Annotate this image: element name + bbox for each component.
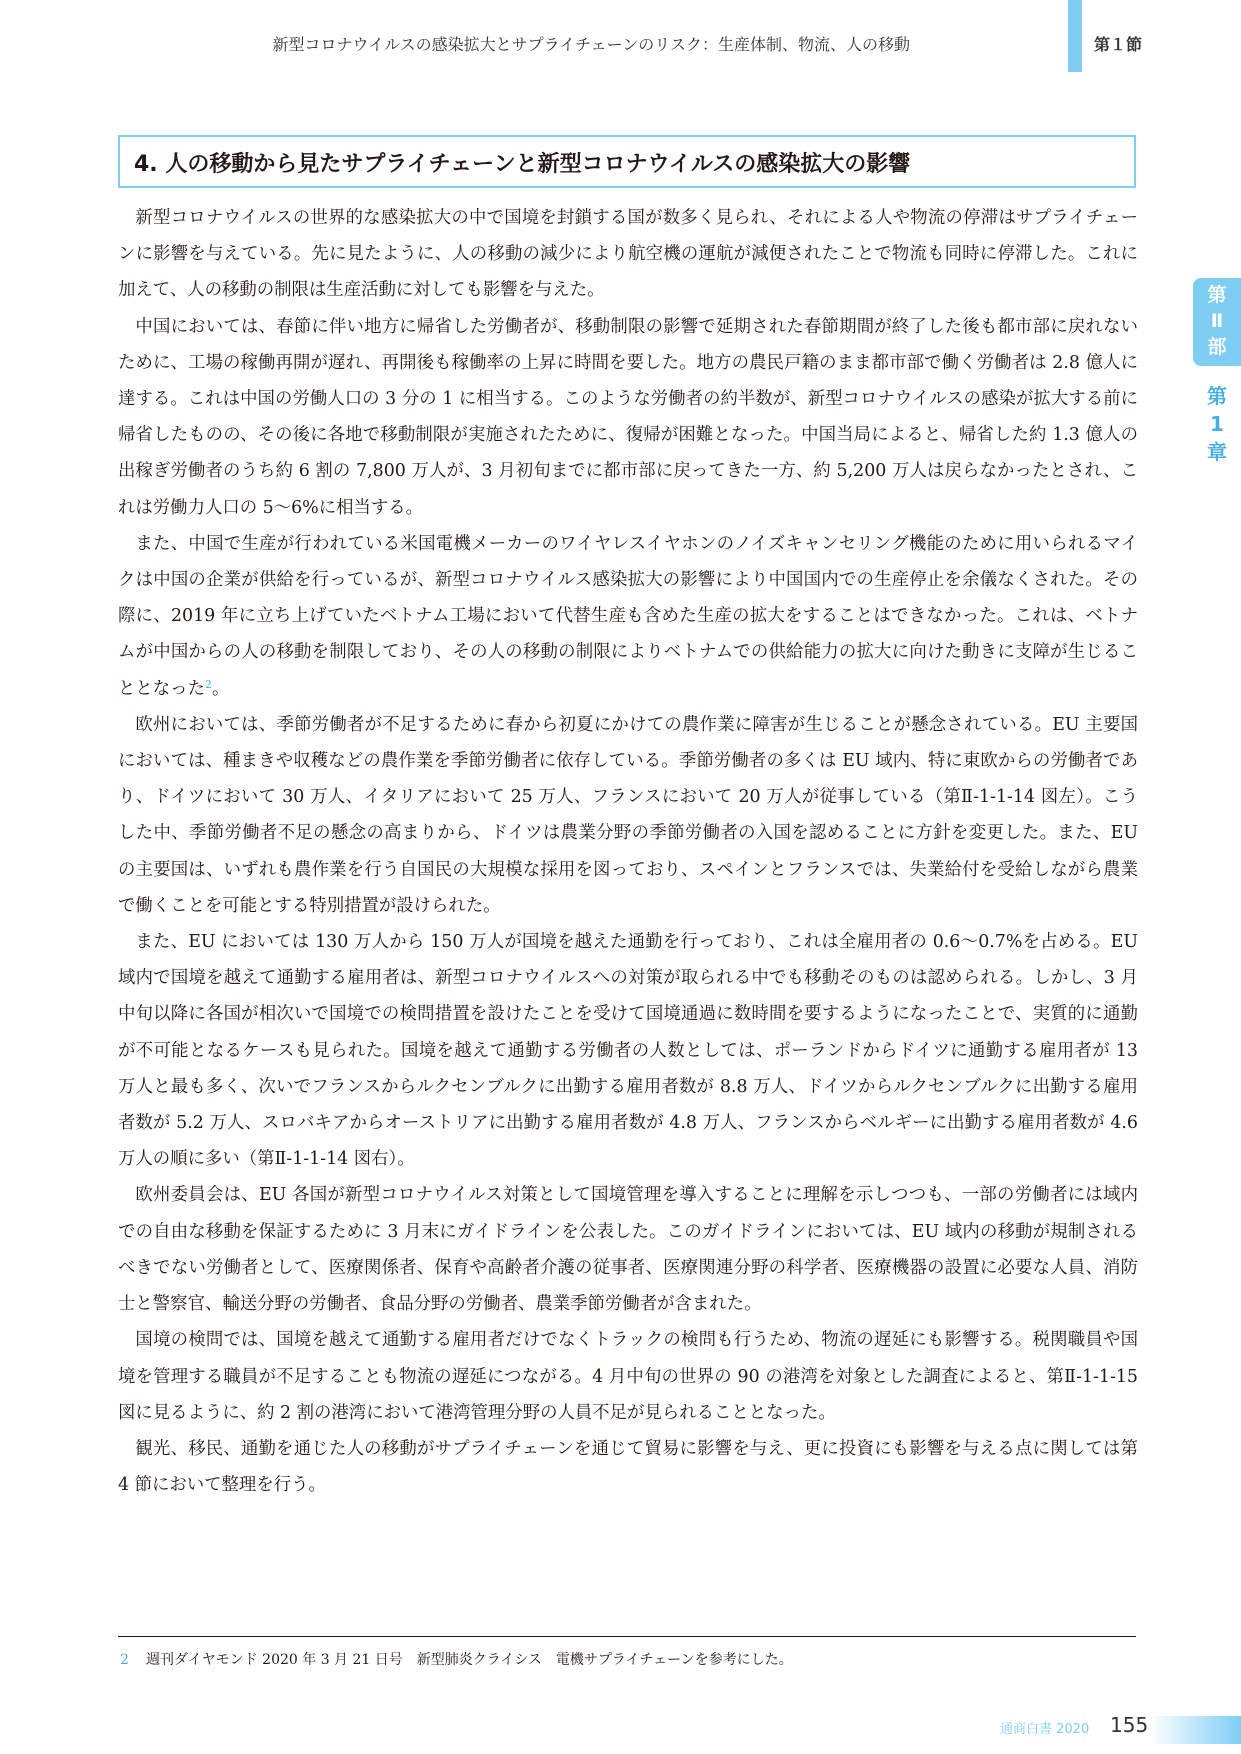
footnote-divider [118,1636,1136,1637]
chapter-tab-char: 章 [1207,440,1227,464]
paragraph: 中国においては、春節に伴い地方に帰省した労働者が、移動制限の影響で延期された春節期間が終了した後も都市部に戻れないために、工場の稼働再開が遅れ、再開後も稼働率の上昇に時間を要した。地方の農民戸籍のまま都市部で働く労働者は 2.8 億人に達する。これは中国の労働人口の 3 分の 1 に相当する。このような労働者の約半数が、新型コロナウイルスの感染が拡大する前に帰省したものの、その後に各地で移動制限が実施されたために、復帰が困難となった。中国当局によると、帰省した約 1.3 億人の出稼ぎ労働者のうち約 6 割の 7,800 万人が、3 月初旬までに都市部に戻ってきた一方、約 5,200 万人は戻らなかったとされ、これは労働力人口の 5〜6%に相当する。 [118,316,1138,518]
section-heading: 4. 人の移動から見たサプライチェーンと新型コロナウイルスの感染拡大の影響 [134,152,911,177]
footnote-text: 週刊ダイヤモンド 2020 年 3 月 21 日号 新型肺炎クライシス 電機サプライチェーンを参考にした。 [146,1652,793,1668]
paragraph: 新型コロナウイルスの世界的な感染拡大の中で国境を封鎖する国が数多く見られ、それによる人や物流の停滞はサプライチェーンに影響を与えている。先に見たように、人の移動の減少により航空機の運航が減便されたことで物流も同時に停滞した。これに加えて、人の移動の制限は生産活動に対しても影響を与えた。 [118,208,1138,301]
footnote [118,1649,793,1669]
paragraph: 国境の検問では、国境を越えて通勤する雇用者だけでなくトラックの検問も行うため、物流の遅延にも影響する。税関職員や国境を管理する職員が不足することも物流の遅延につながる。4 月中旬の世界の 90 の港湾を対象とした調査によると、第Ⅱ-1-1-15 図に見るように、約 2 割の港湾において港湾管理分野の人員不足が見られることとなった。 [118,1330,1138,1423]
chapter-tab [1199,382,1235,466]
section-heading-box [118,135,1136,188]
chapter-tab-char: 第 [1207,384,1227,408]
footer-book-title: 通商白書 2020 [1000,1722,1090,1737]
chapter-tab-char: 1 [1210,412,1224,436]
paragraph: また、EU においては 130 万人から 150 万人が国境を越えた通勤を行っており、これは全雇用者の 0.6〜0.7%を占める。EU 域内で国境を越えて通勤する雇用者は、新型コロナウイルスへの対策が取られる中でも移動そのものは認められる。しかし、3 月中旬以降に各国が相次いで国境での検問措置を設けたことを受けて国境通過に数時間を要するようになったことで、実質的に通勤が不可能となるケースも見られた。国境を越えて通勤する労働者の人数としては、ポーランドからドイツに通勤する雇用者が 13 万人と最も多く、次いでフランスからルクセンブルクに出勤する雇用者数が 8.8 万人、ドイツからルクセンブルクに出勤する雇用者数が 5.2 万人、スロバキアからオーストリアに出勤する雇用者数が 4.8 万人、フランスからベルギーに出勤する雇用者数が 4.6 万人の順に多い（第Ⅱ-1-1-14 図右）。 [118,932,1138,1170]
running-header [272,30,1143,56]
page-number: 155 [1110,1713,1149,1737]
part-tab-char: 第 [1207,284,1227,306]
part-tab [1193,278,1241,366]
footnote-number: 2 [120,1652,129,1668]
paragraph: 欧州においては、季節労働者が不足するために春から初夏にかけての農作業に障害が生じることが懸念されている。EU 主要国においては、種まきや収穫などの農作業を季節労働者に依存している。季節労働者の多くは EU 域内、特に東欧からの労働者であり、ドイツにおいて 30 万人、イタリアにおいて 25 万人、フランスにおいて 20 万人が従事している（第Ⅱ-1-1-14 図左）。こうした中、季節労働者不足の懸念の高まりから、ドイツは農業分野の季節労働者の入国を認めることに方針を変更した。また、EU の主要国は、いずれも農作業を行う自国民の大規模な採用を図っており、スペインとフランスでは、失業給付を受給しながら農業で働くことを可能とする特別措置が設けられた。 [118,714,1138,916]
paragraph-end: 。 [211,678,230,699]
header-accent-bar [1068,0,1082,72]
paragraph: 欧州委員会は、EU 各国が新型コロナウイルス対策として国境管理を導入することに理解を示しつつも、一部の労働者には域内での自由な移動を保証するために 3 月末にガイドラインを公表した。このガイドラインにおいては、EU 域内の移動が規制されるべきでない労働者として、医療関係者、保育や高齢者介護の従事者、医療関連分野の科学者、医療機器の設置に必要な人員、消防士と警察官、輸送分野の労働者、食品分野の労働者、農業季節労働者が含まれた。 [118,1185,1138,1315]
paragraph [118,526,1138,707]
part-tab-char: 部 [1207,336,1227,358]
body-text [118,200,1138,1503]
footer-accent-bar [1150,1716,1241,1744]
running-header-section: 第１節 [1094,35,1143,54]
footnote-reference[interactable]: 2 [204,677,212,691]
part-tab-char: Ⅱ [1210,310,1224,332]
paragraph-text: また、中国で生産が行われている米国電機メーカーのワイヤレスイヤホンのノイズキャンセリング機能のために用いられるマイクは中国の企業が供給を行っているが、新型コロナウイルス感染拡大の影響により中国国内での生産停止を余儀なくされた。その際に、2019 年に立ち上げていたベトナム工場において代替生産も含めた生産の拡大をすることはできなかった。これは、ベトナムが中国からの人の移動を制限しており、その人の移動の制限によりベトナムでの供給能力の拡大に向けた動きに支障が生じることとなった [118,533,1138,699]
paragraph: 観光、移民、通勤を通じた人の移動がサプライチェーンを通じて貿易に影響を与え、更に投資にも影響を与える点に関しては第 4 節において整理を行う。 [118,1438,1138,1496]
running-header-title: 新型コロナウイルスの感染拡大とサプライチェーンのリスク：生産体制、物流、人の移動 [272,35,910,54]
